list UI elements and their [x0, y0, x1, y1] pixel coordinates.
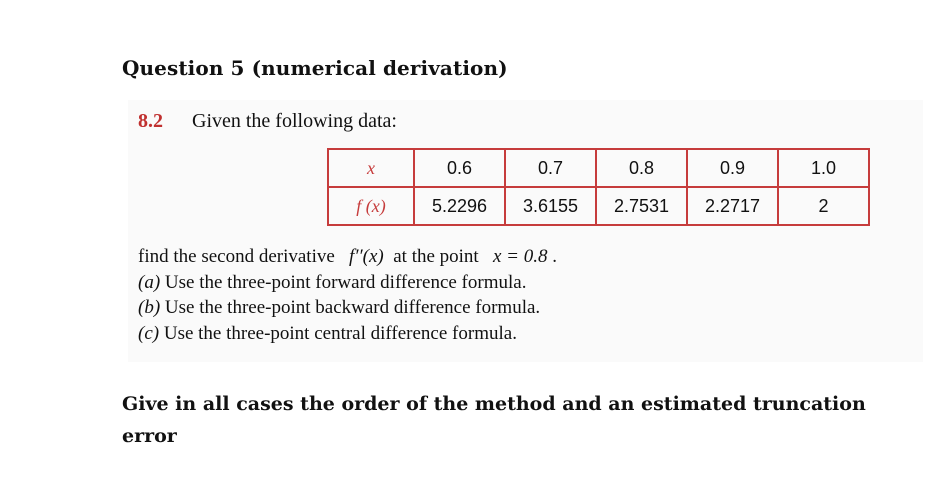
- instruction-period: .: [552, 246, 557, 267]
- fx-value: 3.6155: [505, 187, 596, 225]
- instruction-text: find the second derivative: [138, 246, 335, 267]
- fx-value: 2.7531: [596, 187, 687, 225]
- footer-instruction: Give in all cases the order of the method and an estimated truncation error: [122, 393, 866, 447]
- x-row: [328, 149, 869, 187]
- x-value: 0.9: [687, 149, 778, 187]
- x-value: 1.0: [778, 149, 869, 187]
- part-c: [138, 321, 557, 347]
- fx-value: 2: [778, 187, 869, 225]
- fx-row: [328, 187, 869, 225]
- part-b-text: Use the three-point backward difference formula.: [164, 297, 541, 318]
- part-a-tag: (a): [138, 271, 161, 293]
- instruction-text: at the point: [393, 246, 479, 267]
- instructions: [138, 244, 557, 346]
- x-value: 0.6: [414, 149, 505, 187]
- x-value: 0.8: [596, 149, 687, 187]
- instruction-main: [138, 244, 557, 270]
- problem-number: 8.2: [138, 110, 163, 132]
- problem-intro: Given the following data:: [192, 110, 397, 132]
- part-b-tag: (b): [138, 297, 161, 318]
- part-b: [138, 295, 557, 321]
- data-table: [327, 148, 870, 226]
- x-value: 0.7: [505, 149, 596, 187]
- fx-value: 5.2296: [414, 187, 505, 225]
- part-c-tag: (c): [138, 322, 160, 344]
- question-heading: Question 5 (numerical derivation): [122, 56, 508, 80]
- part-a: [138, 270, 557, 296]
- part-a-text: Use the three-point forward difference formula.: [164, 271, 527, 293]
- x-row-label: x: [328, 149, 414, 187]
- second-derivative-expression: f′′(x): [349, 246, 384, 267]
- evaluation-point: x = 0.8: [492, 246, 548, 267]
- fx-value: 2.2717: [687, 187, 778, 225]
- part-c-text: Use the three-point central difference formula.: [163, 322, 517, 344]
- fx-row-label: f (x): [328, 187, 414, 225]
